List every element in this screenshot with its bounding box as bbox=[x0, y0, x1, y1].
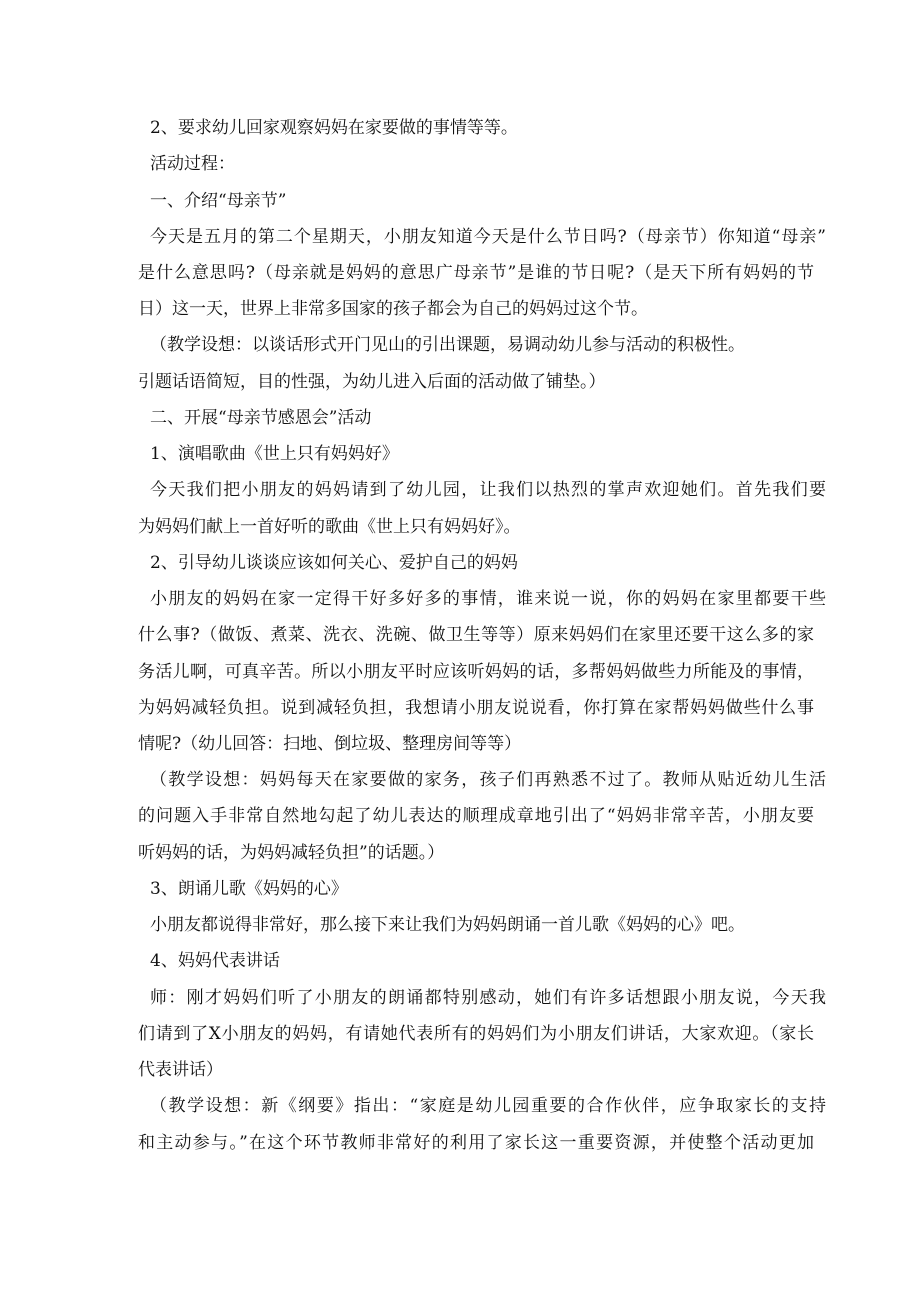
sub-heading-2: 2、引导幼儿谈谈应该如何关心、爱护自己的妈妈 bbox=[150, 553, 518, 573]
section-heading-process: 活动过程： bbox=[150, 154, 235, 174]
sub-heading-3: 3、朗诵儿歌《妈妈的心》 bbox=[150, 879, 348, 899]
section-heading-1: 一、介绍“母亲节” bbox=[150, 191, 287, 211]
paragraph-line: 代表讲话） bbox=[138, 1060, 223, 1080]
paragraph-line: 小朋友的妈妈在家一定得干好多好多的事情，谁来说一说，你的妈妈在家里都要干些 bbox=[150, 589, 826, 609]
paragraph-line: 小朋友都说得非常好，那么接下来让我们为妈妈朗诵一首儿歌《妈妈的心》吧。 bbox=[150, 915, 745, 935]
paragraph-line: 务活儿啊，可真辛苦。所以小朋友平时应该听妈妈的话，多帮妈妈做些力所能及的事情， bbox=[138, 662, 814, 682]
paragraph-line: 们请到了X小朋友的妈妈，有请她代表所有的妈妈们为小朋友们讲话，大家欢迎。（家长 bbox=[138, 1024, 814, 1044]
paragraph-line: 是什么意思吗?（母亲就是妈妈的意思广母亲节”是谁的节日呢?（是天下所有妈妈的节 bbox=[138, 263, 814, 283]
paragraph-line: 为妈妈们献上一首好听的歌曲《世上只有妈妈好》。 bbox=[138, 517, 521, 537]
paragraph-line: 情呢?（幼儿回答：扫地、倒垃圾、整理房间等等） bbox=[138, 734, 522, 754]
paragraph-line: 日）这一天，世界上非常多国家的孩子都会为自己的妈妈过这个节。 bbox=[138, 299, 648, 319]
teaching-note-line: 的问题入手非常自然地勾起了幼儿表达的顺理成章地引出了“妈妈非常辛苦，小朋友要 bbox=[138, 806, 814, 826]
section-heading-2: 二、开展“母亲节感恩会”活动 bbox=[150, 408, 372, 428]
paragraph-line: 师：刚才妈妈们听了小朋友的朗诵都特别感动，她们有许多话想跟小朋友说，今天我 bbox=[150, 988, 826, 1008]
teaching-note-line: （教学设想：以谈话形式开门见山的引出课题，易调动幼儿参与活动的积极性。 bbox=[150, 335, 745, 355]
paragraph-line: 今天我们把小朋友的妈妈请到了幼儿园，让我们以热烈的掌声欢迎她们。首先我们要 bbox=[150, 480, 826, 500]
teaching-note-line: 听妈妈的话，为妈妈减轻负担”的话题。） bbox=[138, 843, 445, 863]
paragraph-line: 什么事?（做饭、煮菜、洗衣、洗碗、做卫生等等）原来妈妈们在家里还要干这么多的家 bbox=[138, 625, 814, 645]
teaching-note-line: （教学设想：妈妈每天在家要做的家务，孩子们再熟悉不过了。教师从贴近幼儿生活 bbox=[150, 770, 826, 790]
paragraph-line: 为妈妈减轻负担。说到减轻负担，我想请小朋友说说看，你打算在家帮妈妈做些什么事 bbox=[138, 698, 814, 718]
paragraph-line: 今天是五月的第二个星期天，小朋友知道今天是什么节日吗?（母亲节）你知道“母亲” bbox=[150, 227, 826, 247]
teaching-note-line: 引题话语简短，目的性强，为幼儿进入后面的活动做了铺垫。） bbox=[138, 372, 606, 392]
teaching-note-line: （教学设想：新《纲要》指出：“家庭是幼儿园重要的合作伙伴，应争取家长的支持 bbox=[150, 1096, 826, 1116]
prep-item-2: 2、要求幼儿回家观察妈妈在家要做的事情等等。 bbox=[150, 118, 518, 138]
sub-heading-4: 4、妈妈代表讲话 bbox=[150, 951, 280, 971]
sub-heading-1: 1、演唱歌曲《世上只有妈妈好》 bbox=[150, 444, 399, 464]
teaching-note-line: 和主动参与。”在这个环节教师非常好的利用了家长这一重要资源，并使整个活动更加 bbox=[138, 1133, 814, 1153]
